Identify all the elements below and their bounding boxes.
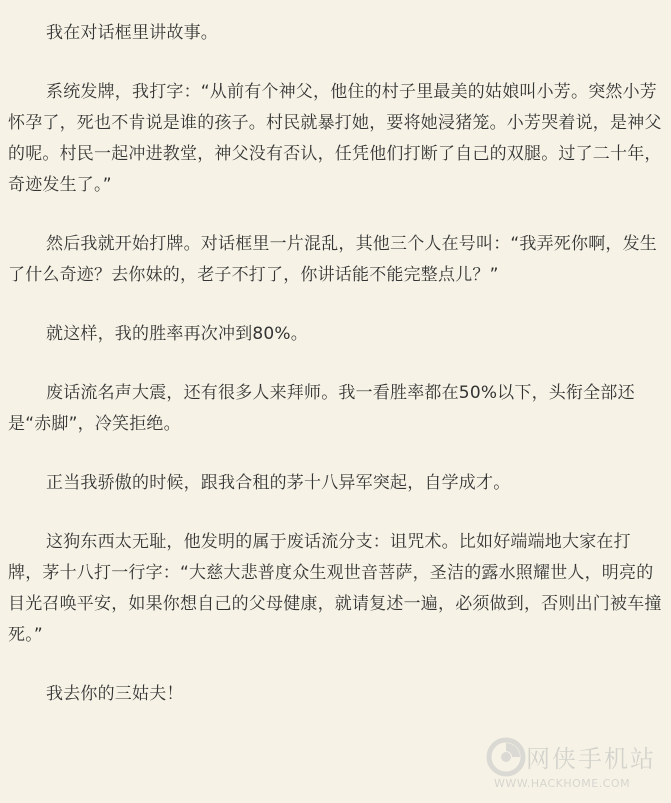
paragraph: 然后我就开始打牌。对话框里一片混乱，其他三个人在号叫：“我弄死你啊，发生了什么奇迹？去你妹的，老子不打了，你讲话能不能完整点儿？” [8,234,658,285]
paragraph: 这狗东西太无耻，他发明的属于废话流分支：诅咒术。比如好端端地大家在打牌，茅十八打一行字：“大慈大悲普度众生观世音菩萨，圣洁的露水照耀世人，明亮的目光召唤平安，如果你想自己的父母健康，就请复述一遍，必须做到，否则出门被车撞死。” [8,532,662,645]
article-body [8,18,664,738]
paragraph: 废话流名声大震，还有很多人来拜师。我一看胜率都在50%以下，头衔全部还是“赤脚”，冷笑拒绝。 [8,383,635,434]
site-watermark [486,733,661,797]
hackhome-logo-icon [486,737,526,777]
watermark-title: 网侠手机站 [526,745,656,773]
paragraph: 系统发牌，我打字：“从前有个神父，他住的村子里最美的姑娘叫小芳。突然小芳怀孕了，死也不肯说是谁的孩子。村民就暴打她，要将她浸猪笼。小芳哭着说，是神父的呢。村民一起冲进教堂，神父没有否认，任凭他们打断了自己的双腿。过了二十年，奇迹发生了。” [8,82,662,195]
paragraph: 我去你的三姑夫！ [46,684,184,704]
watermark-url: WWW.HACKHOME.COM [494,777,631,790]
paragraph: 我在对话框里讲故事。 [46,23,218,43]
paragraph: 正当我骄傲的时候，跟我合租的茅十八异军突起，自学成才。 [46,473,511,493]
paragraph: 就这样，我的胜率再次冲到80%。 [46,324,308,344]
